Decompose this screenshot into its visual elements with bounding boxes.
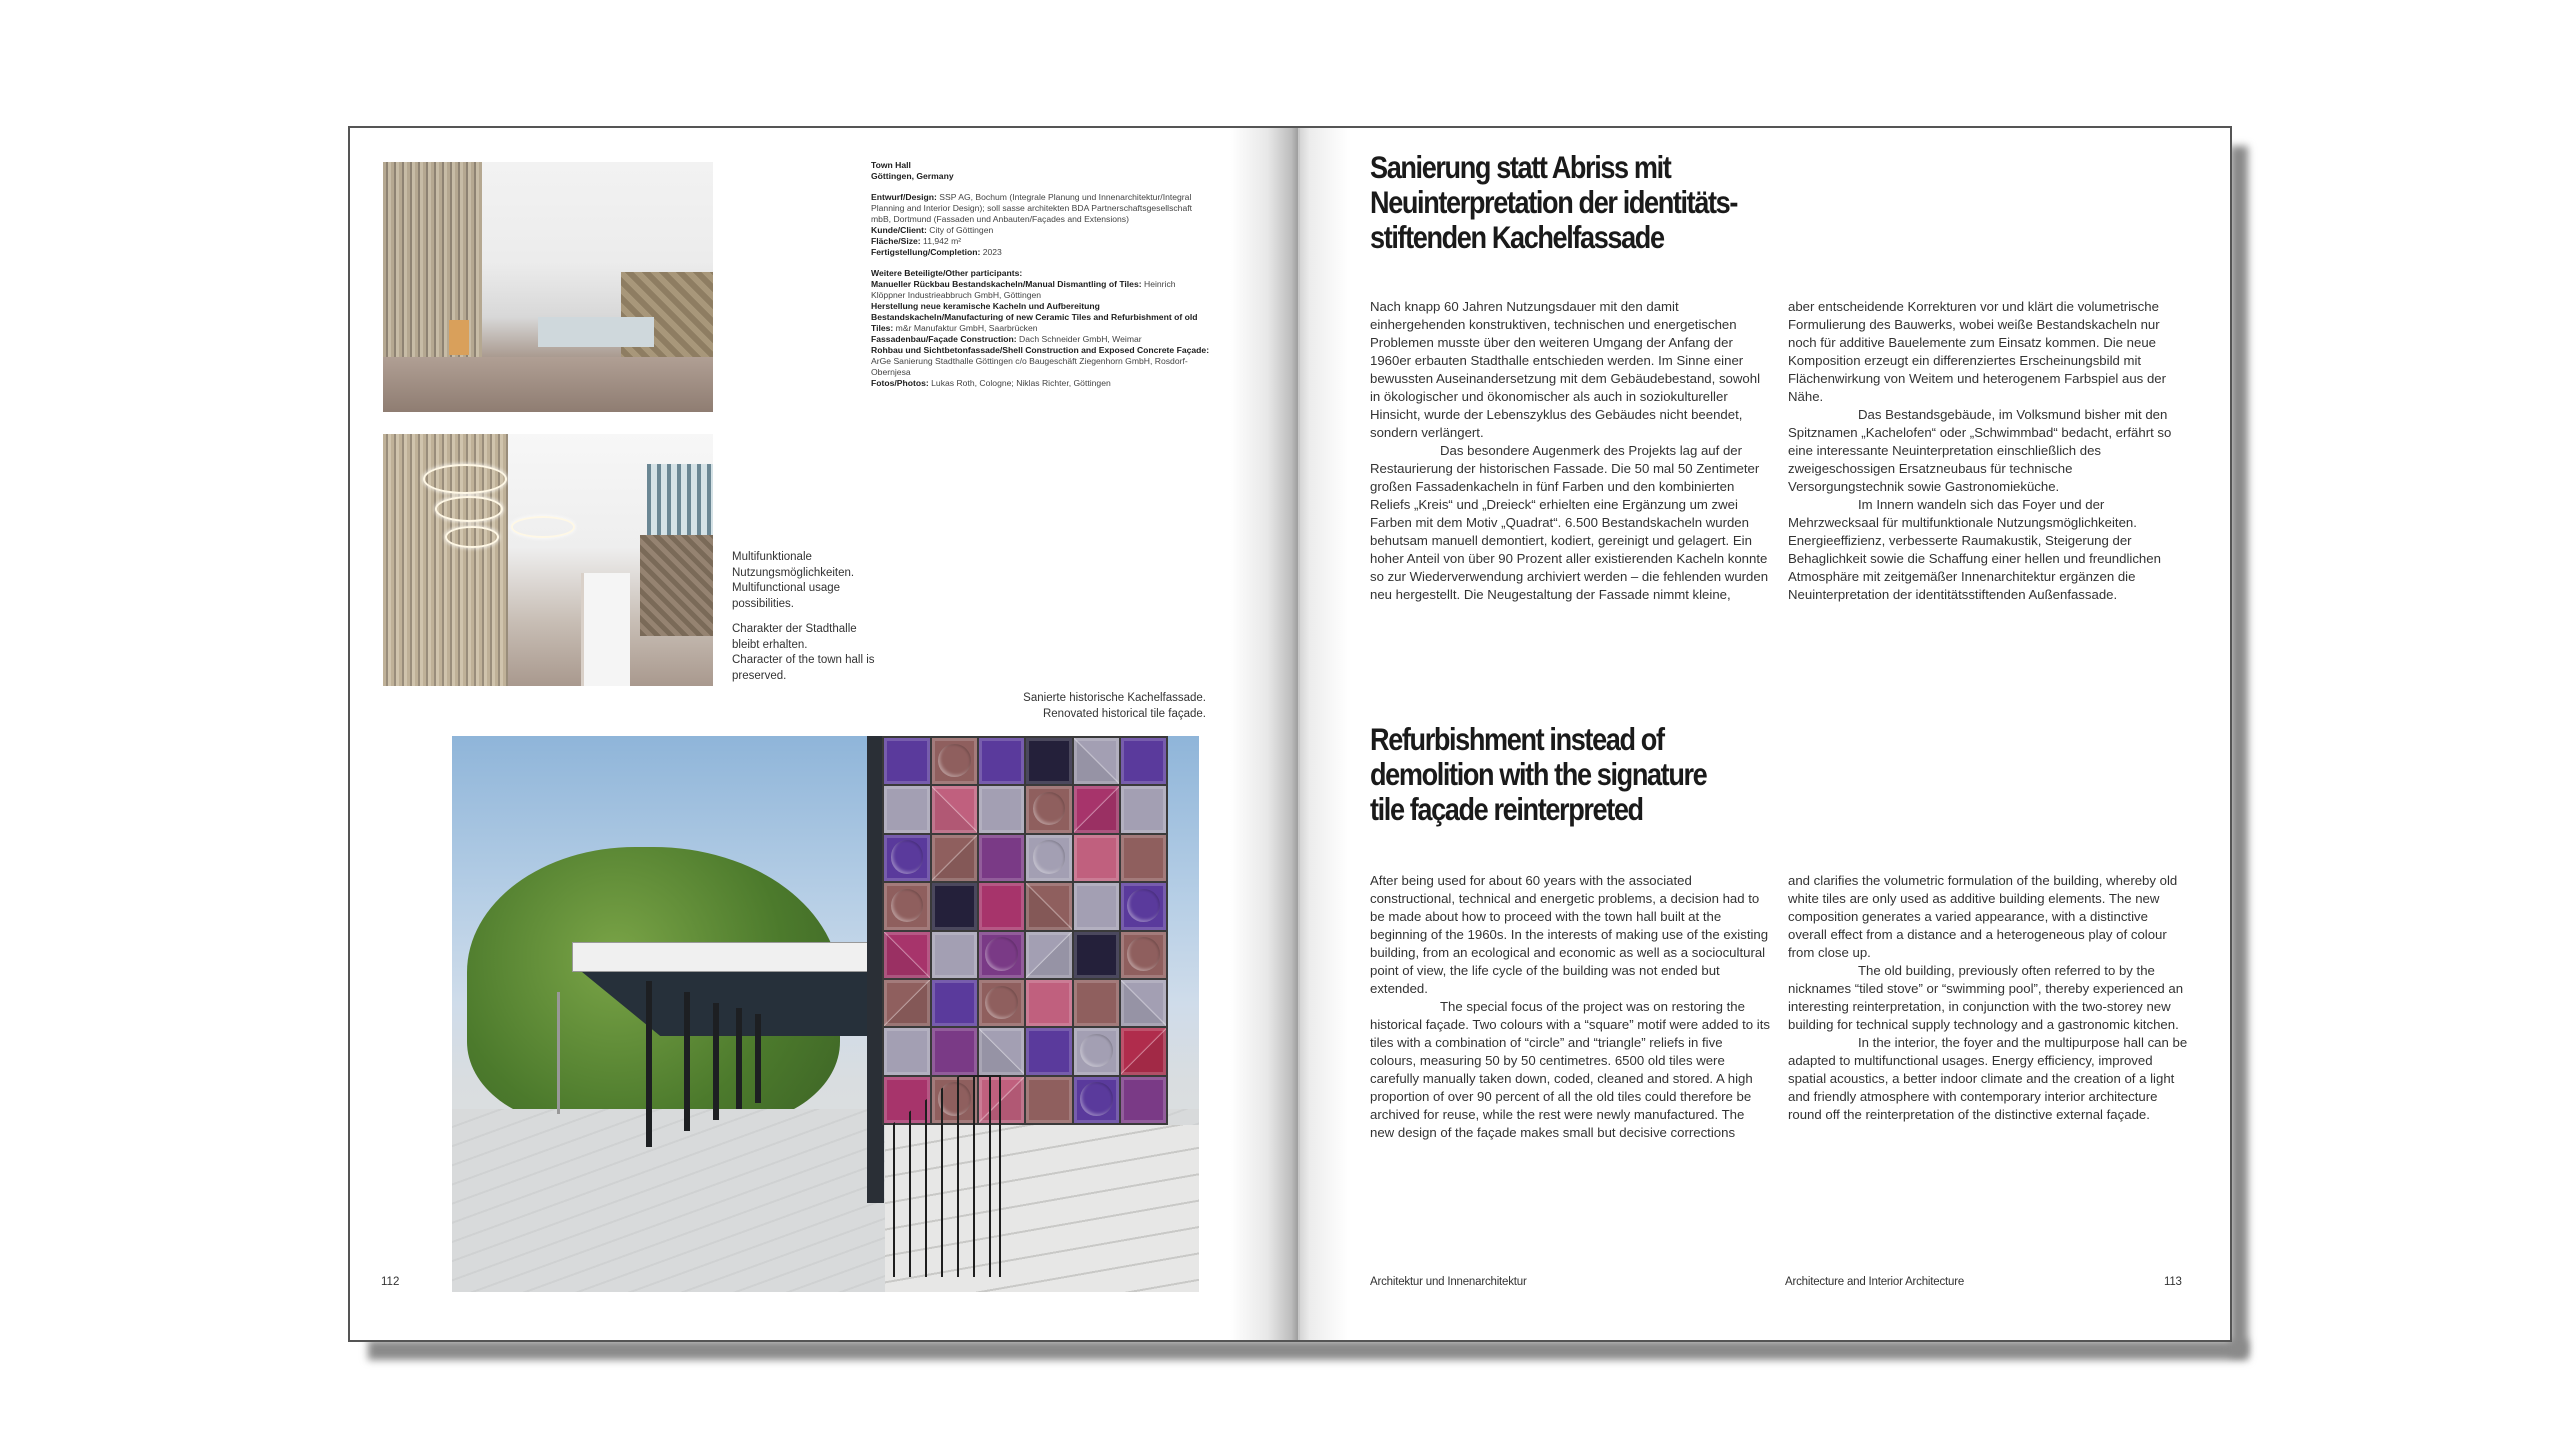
body-english-column-2 [1788, 872, 2188, 1124]
facade-tile [1026, 835, 1071, 881]
facade-tile [932, 738, 977, 784]
floor [383, 357, 713, 412]
facade-tile [979, 786, 1024, 832]
facade-tile [979, 1028, 1024, 1074]
facade-tile [1121, 1028, 1166, 1074]
participant-shell: Rohbau und Sichtbetonfassade/Shell Construction and Exposed Concrete Façade: ArGe Sanierung Stadthalle Göttingen c/o Baugeschäft Ziegenhorn GmbH, Rosdorf-Obernjesa [871, 345, 1210, 377]
facade-tile [884, 786, 929, 832]
facade-tile [979, 835, 1024, 881]
paragraph: Im Innern wandeln sich das Foyer und der Mehrzwecksaal für multifunktionale Nutzungsmöglichkeiten. Energieeffizienz, verbesserte Raumakustik, Steigerung der Behaglichkeit sowie die Schaffung einer hellen und freundlichen Atmosphäre mit zeitgemäßer Innenarchitektur ergänzen die Neuinterpretation der identitätsstiftenden Außenfassade. [1788, 497, 2161, 602]
project-facts [871, 160, 1211, 389]
foyer-photo [383, 162, 713, 412]
facade-tile [1121, 1077, 1166, 1123]
participant-dismantling: Manueller Rückbau Bestandskacheln/Manual Dismantling of Tiles: Heinrich Klöppner Industrieabbruch GmbH, Göttingen [871, 279, 1176, 300]
facade-tile [1121, 980, 1166, 1026]
running-footer-english: Architecture and Interior Architecture [1785, 1276, 1965, 1288]
book-shadow-bottom [368, 1340, 2248, 1360]
page-number-left: 112 [381, 1276, 400, 1288]
fact-size: Fläche/Size: 11,942 m² [871, 236, 962, 246]
page-number-right: 113 [2164, 1276, 2182, 1288]
paragraph: Das Bestandsgebäude, im Volksmund bisher mit den Spitznamen „Kachelofen“ oder „Schwimmbad“ bedacht, erfährt so eine interessante Neuinterpretation einschließlich des zweigeschossigen Ersatzneubaus für technische Versorgungstechnik sowie Gastronomieküche. [1788, 407, 2172, 494]
canopy-post [755, 1014, 761, 1103]
facade-tile [1026, 786, 1071, 832]
project-title: Town Hall [871, 160, 911, 170]
facade-tile [979, 738, 1024, 784]
facade-tile [932, 932, 977, 978]
stone-wall [640, 535, 713, 636]
facade-tile [932, 883, 977, 929]
facade-tile [1074, 980, 1119, 1026]
participants-heading: Weitere Beteiligte/Other participants: [871, 268, 1023, 278]
facade-tile [1074, 1028, 1119, 1074]
facade-tile [932, 786, 977, 832]
fact-design: Entwurf/Design: SSP AG, Bochum (Integrale Planung und Innenarchitektur/Integral Planning and Interior Design); soll sasse architekten BDA Partnerschaftsgesellschaft mbB, Dortmund (Fassaden und Anbauten/Façades and Extensions) [871, 192, 1192, 224]
window-band [538, 317, 654, 347]
facade-tile [979, 883, 1024, 929]
canopy-roof [572, 942, 873, 972]
left-page [350, 128, 1298, 1340]
participant-facade: Fassadenbau/Façade Construction: Dach Schneider GmbH, Weimar [871, 334, 1142, 344]
fact-client: Kunde/Client: City of Göttingen [871, 225, 994, 235]
facade-tile [979, 932, 1024, 978]
facade-tile [1074, 786, 1119, 832]
caption-facade: Sanierte historische Kachelfassade. Renovated historical tile façade. [1023, 692, 1206, 720]
facade-tile [979, 980, 1024, 1026]
facade-tile [1026, 1028, 1071, 1074]
balustrade [581, 573, 630, 686]
lamp-post [557, 992, 560, 1114]
paragraph: The old building, previously often referred to by the nicknames “tiled stove” or “swimming pool”, thereby experienced an interesting reinterpretation, in conjunction with the two-storey new building for technical supply technology and a gastronomic kitchen. [1788, 963, 2184, 1032]
facade-tile [1121, 738, 1166, 784]
facade-tile [1026, 1077, 1071, 1123]
facade-tile [1026, 932, 1071, 978]
wood-door [449, 320, 469, 355]
facade-tile [1074, 932, 1119, 978]
project-location: Göttingen, Germany [871, 171, 954, 181]
canopy-post [646, 981, 652, 1148]
gutter-shade-right [1298, 128, 1348, 1340]
ring-light-icon [435, 496, 503, 522]
caption-character: Charakter der Stadthalle bleibt erhalten. Character of the town hall is preserved. [732, 623, 875, 682]
canopy-post [736, 1008, 742, 1108]
fact-completion: Fertigstellung/Completion: 2023 [871, 247, 1002, 257]
body-german-column-2 [1788, 298, 2188, 604]
paragraph: aber entscheidende Korrekturen vor und klärt die volumetrische Formulierung des Bauwerks, wobei weiße Bestandskacheln nur noch für additive Bauelemente zum Einsatz kommen. Die neue Komposition erzeugt ein differenziertes Erscheinungsbild mit Flächenwirkung von Weitem und heterogenem Farbspiel aus der Nähe. [1788, 299, 2167, 404]
facade-tile [1074, 883, 1119, 929]
gallery-photo [383, 434, 713, 686]
facade-tile [1074, 738, 1119, 784]
facade-tile [932, 980, 977, 1026]
running-footer-german: Architektur und Innenarchitektur [1370, 1276, 1527, 1288]
paragraph: and clarifies the volumetric formulation of the building, whereby old white tiles are only used as additive building elements. The new composition generates a varied appearance, with a distinctive overall effect from a distance and a heterogeneous play of colour from close up. [1788, 873, 2178, 960]
facade-tile [884, 738, 929, 784]
facade-tile [1121, 883, 1166, 929]
facade-tile [884, 835, 929, 881]
paragraph: Nach knapp 60 Jahren Nutzungsdauer mit den damit einhergehenden konstruktiven, technischen und energetischen Problemen musste über den weiteren Umgang der Anfang der 1960er erbauten Stadthalle entschieden werden. Im Sinne einer bewussten Auseinandersetzung mit dem Gebäudebestand, sowohl in ökologischer und ökonomischer als auch in soziokultureller Hinsicht, wurde der Lebenszyklus des Gebäudes nicht beendet, sondern verlängert. [1370, 299, 1761, 440]
participant-tiles: Herstellung neue keramische Kacheln und Aufbereitung Bestandskacheln/Manufacturing of new Ceramic Tiles and Refurbishment of old Tiles: m&r Manufaktur GmbH, Saarbrücken [871, 301, 1198, 333]
ring-light-icon [511, 516, 575, 538]
facade-tile [884, 980, 929, 1026]
facade-photo [452, 736, 1199, 1292]
facade-tile [1026, 883, 1071, 929]
facade-tile [1026, 738, 1071, 784]
facade-tile [1026, 980, 1071, 1026]
ceramic-tile-facade [882, 736, 1168, 1125]
paragraph: In the interior, the foyer and the multipurpose hall can be adapted to multifunctional usages. Energy efficiency, improved spatial acoustics, a better indoor climate and the creation of a light and friendly atmosphere with contemporary interior architecture round off the reinterpretation of the distinctive external façade. [1788, 1035, 2188, 1122]
gutter-shade-left [1230, 128, 1298, 1340]
paragraph: After being used for about 60 years with the associated constructional, technical and energetic problems, a decision had to be made about how to proceed with the town hall built at the beginning of the 1960s. In the interests of making use of the existing building, from an ecological and economic as well as a sociocultural point of view, the life cycle of the building was not ended but extended. [1370, 873, 1769, 996]
facade-tile [932, 835, 977, 881]
facade-tile [884, 932, 929, 978]
facade-tile [1121, 835, 1166, 881]
canopy-post [713, 1003, 719, 1120]
facade-tile [932, 1028, 977, 1074]
facade-tile [884, 883, 929, 929]
heading-german: Sanierung statt Abriss mit Neuinterpretation der identitäts- stiftenden Kachelfassade [1370, 149, 1738, 255]
caption-interior: Multifunktionale Nutzungsmöglichkeiten. Multifunctional usage possibilities. [732, 551, 855, 610]
ring-light-icon [445, 526, 499, 548]
ring-light-icon [423, 464, 507, 494]
facade-tile [1121, 932, 1166, 978]
facade-tile [1121, 786, 1166, 832]
book-shadow-right [2230, 146, 2248, 1356]
paragraph: Das besondere Augenmerk des Projekts lag auf der Restaurierung der historischen Fassade. Die 50 mal 50 Zentimeter großen Fassadenkacheln in fünf Farben und den kombinierten Reliefs „Kreis“ und „Dreieck“ erhielten eine Ergänzung um zwei Farben mit dem Motiv „Quadrat“. 6.500 Bestandskacheln wurden behutsam manuell demontiert, kodiert, gereinigt und gelagert. Ein hoher Anteil von über 90 Prozent aller existierenden Kacheln konnte so zur Wiederverwendung archiviert werden – die fehlenden wurden neu hergestellt. Die Neugestaltung der Fassade nimmt kleine, [1370, 443, 1769, 602]
facade-tile [1074, 835, 1119, 881]
participant-photos: Fotos/Photos: Lukas Roth, Cologne; Niklas Richter, Göttingen [871, 378, 1111, 388]
facade-tile [1074, 1077, 1119, 1123]
canopy-post [684, 992, 690, 1131]
heading-english: Refurbishment instead of demolition with the signature tile façade reinterpreted [1370, 721, 1707, 827]
window-band [647, 464, 713, 535]
body-english-column-1 [1370, 872, 1770, 1142]
body-german-column-1 [1370, 298, 1770, 604]
paragraph: The special focus of the project was on restoring the historical façade. Two colours with a “square” motif were added to its tiles with a combination of “circle” and “triangle” reliefs in five colours, measuring 50 by 50 centimetres. 6500 old tiles were carefully manually taken down, coded, cleaned and stored. A high proportion of over 90 percent of all the old tiles could therefore be archived for reuse, while the rest were newly manufactured. The new design of the façade makes small but decisive corrections [1370, 999, 1770, 1140]
facade-tile [884, 1028, 929, 1074]
